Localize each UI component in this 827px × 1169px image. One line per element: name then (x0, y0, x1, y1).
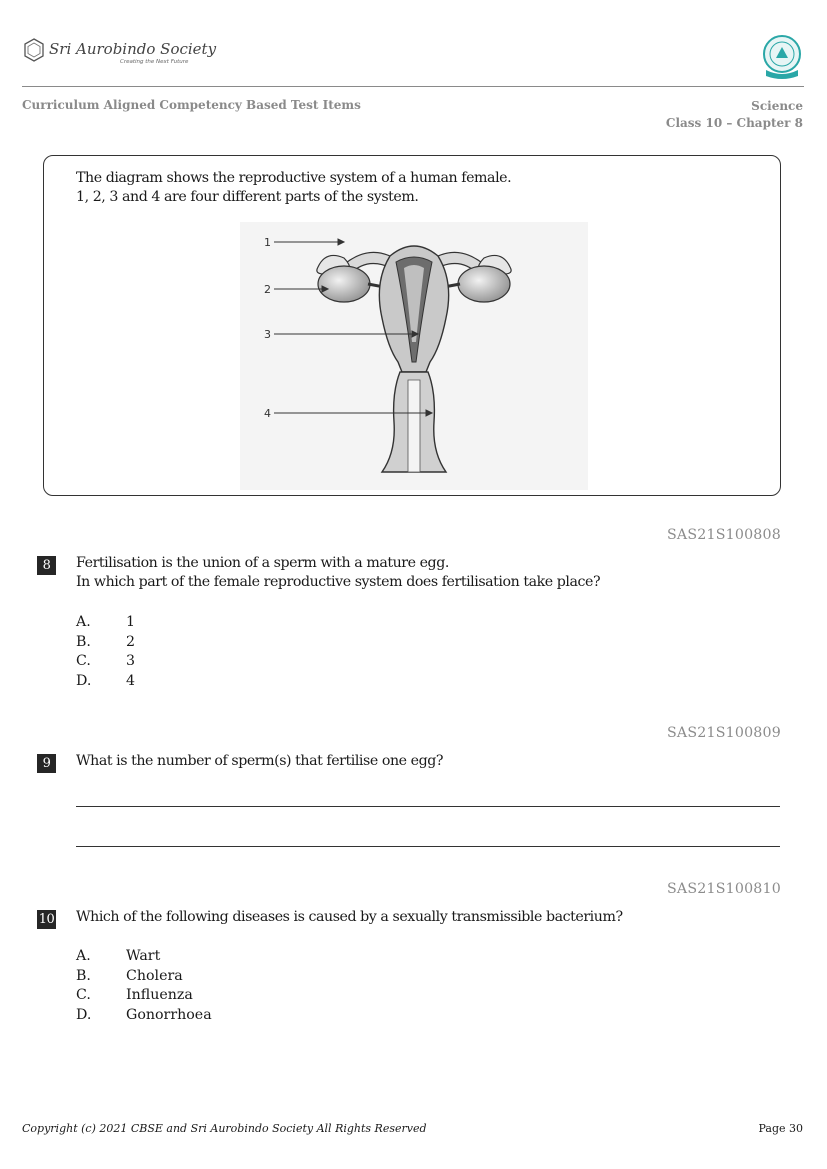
answer-line[interactable] (76, 806, 780, 807)
question-code: SAS21S100808 (666, 527, 781, 543)
page-number: Page 30 (758, 1122, 803, 1135)
context-line: 1, 2, 3 and 4 are four different parts of the system. (76, 189, 419, 205)
subject-label: Science (751, 99, 803, 113)
copyright-notice: Copyright (c) 2021 CBSE and Sri Aurobindo Society All Rights Reserved (22, 1122, 427, 1135)
context-line: The diagram shows the reproductive system of a human female. (76, 170, 512, 186)
header-divider (22, 86, 804, 87)
question-line: What is the number of sperm(s) that fertilise one egg? (76, 753, 444, 769)
question-number: 8 (37, 556, 56, 575)
question-line: Which of the following diseases is caused by a sexually transmissible bacterium? (76, 909, 623, 925)
question-text (76, 908, 623, 927)
diagram-label-2: 2 (264, 283, 271, 296)
subject-class-info (666, 98, 803, 132)
sri-aurobindo-society-logo (22, 36, 217, 66)
question-line: In which part of the female reproductive system does fertilisation take place? (76, 574, 601, 590)
option-b[interactable]: B. Cholera (76, 967, 183, 984)
question-line: Fertilisation is the union of a sperm with a mature egg. (76, 555, 449, 571)
question-text (76, 752, 443, 771)
option-a[interactable]: A. Wart (76, 948, 161, 964)
diagram-label-3: 3 (264, 328, 271, 341)
question-text (76, 554, 600, 592)
option-d[interactable]: D. Gonorrhoea (76, 1007, 212, 1024)
diagram-label-1: 1 (264, 236, 271, 249)
question-code: SAS21S100810 (666, 881, 781, 897)
options-list (76, 947, 212, 1026)
question-number: 9 (37, 754, 56, 773)
answer-line[interactable] (76, 846, 780, 847)
question-code: SAS21S100809 (666, 725, 781, 741)
svg-text:Sri Aurobindo Society: Sri Aurobindo Society (49, 40, 217, 58)
option-c[interactable]: C. Influenza (76, 987, 193, 1004)
curriculum-title: Curriculum Aligned Competency Based Test Items (22, 98, 361, 112)
options-list (76, 613, 135, 692)
option-d[interactable]: D. 4 (76, 673, 136, 690)
option-c[interactable]: C. 3 (76, 653, 136, 670)
question-number: 10 (38, 912, 55, 927)
option-b[interactable]: B. 2 (76, 633, 136, 650)
female-reproductive-system-diagram (240, 222, 588, 490)
cbse-seal-icon (760, 34, 804, 82)
diagram-label-4: 4 (264, 407, 271, 420)
class-chapter-label: Class 10 – Chapter 8 (665, 116, 803, 130)
svg-text:Creating the Next Future: Creating the Next Future (120, 59, 189, 65)
option-a[interactable]: A. 1 (76, 614, 136, 630)
context-text (76, 169, 511, 207)
